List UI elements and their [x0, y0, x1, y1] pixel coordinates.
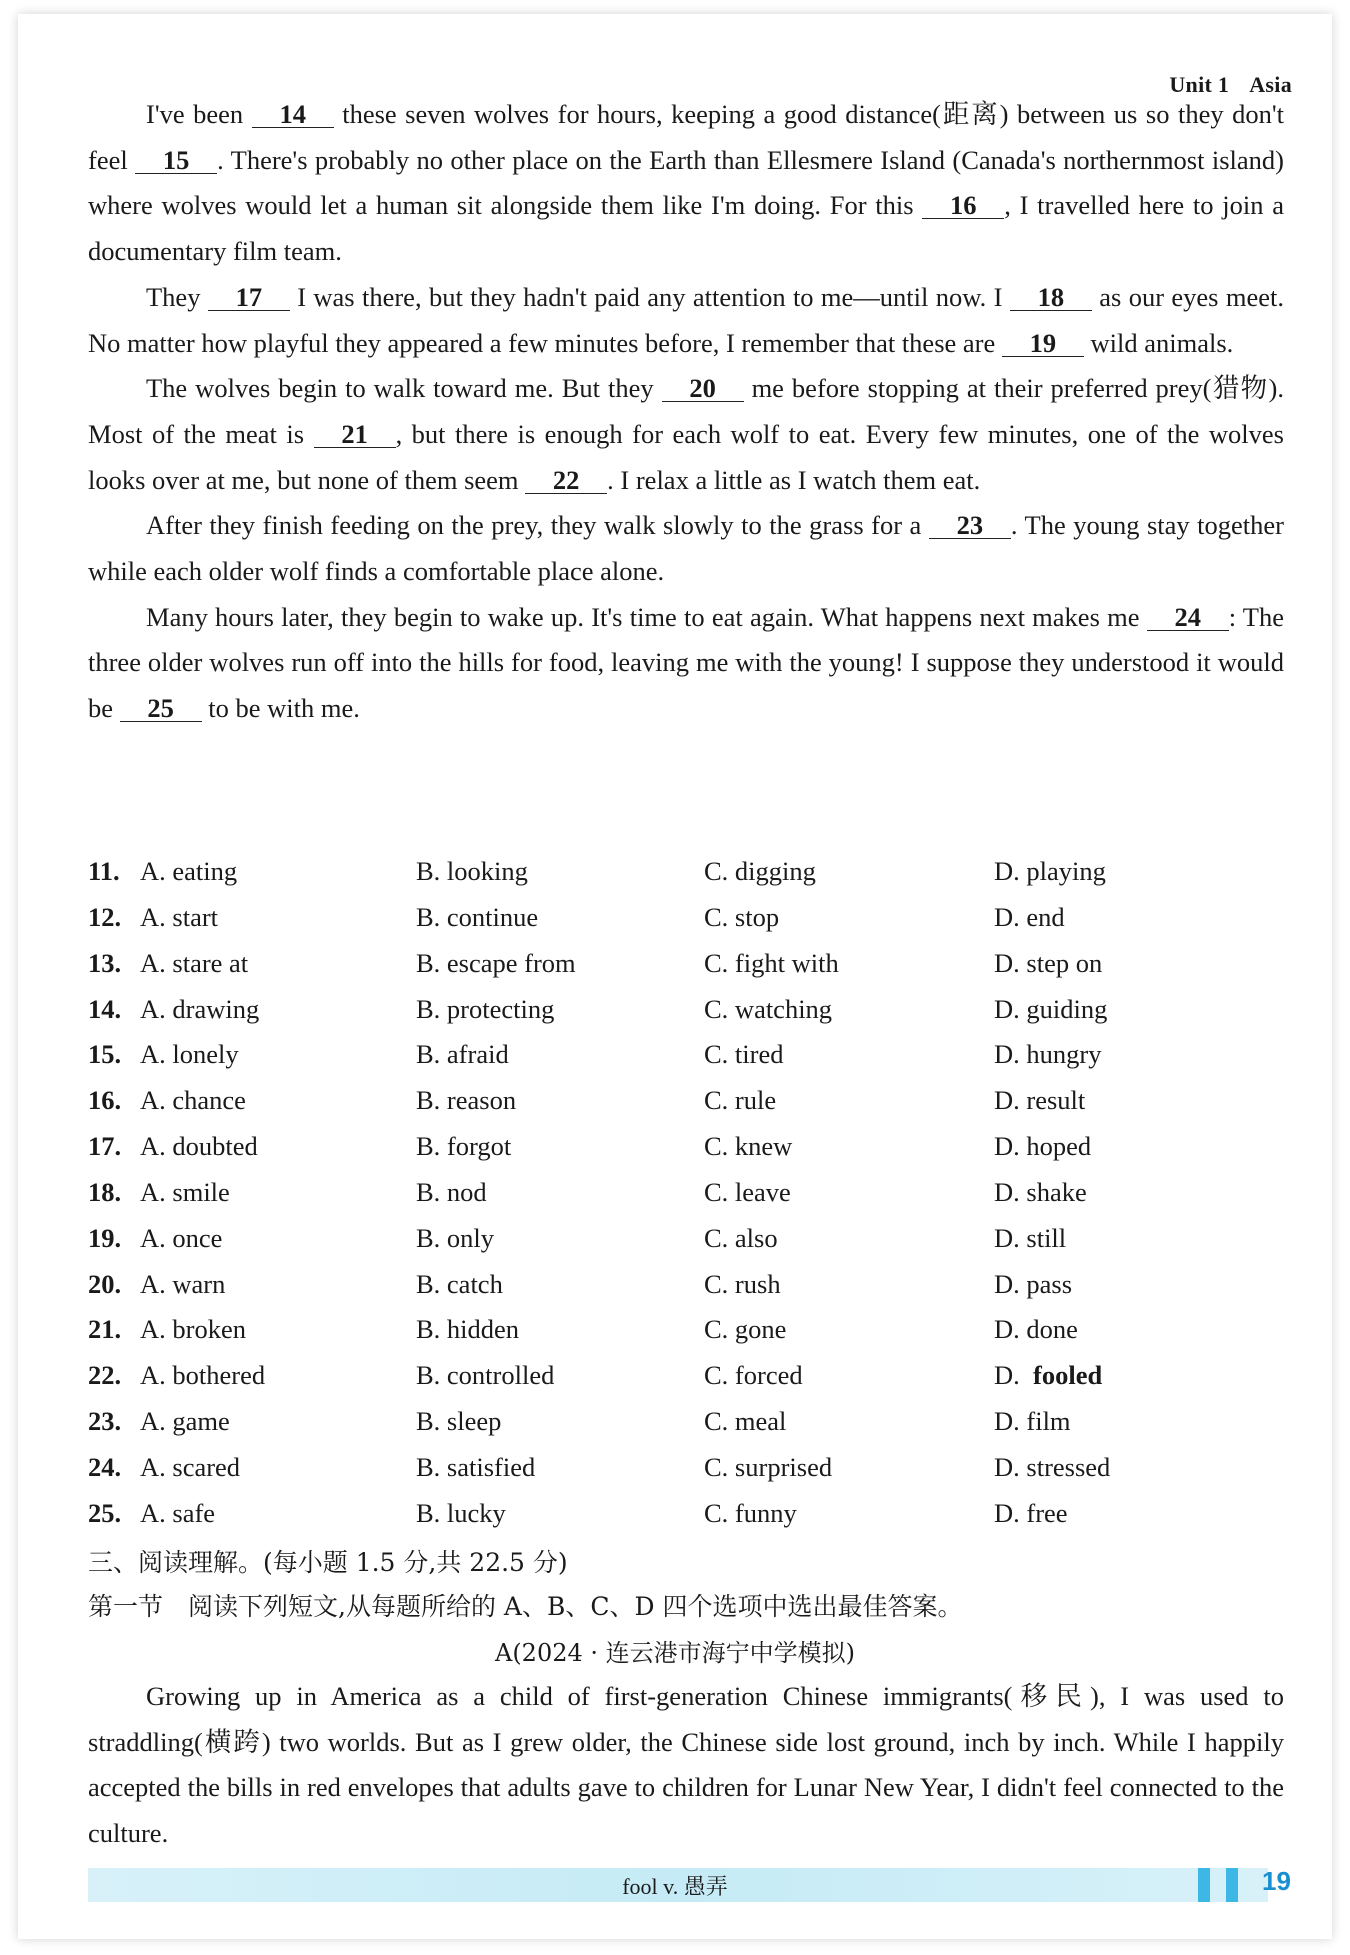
option-b: B. catch — [416, 1268, 503, 1299]
text: They — [146, 281, 208, 312]
option-d: D. free — [994, 1497, 1068, 1528]
question-number: 15. — [88, 1039, 122, 1070]
option-d: D. film — [994, 1406, 1071, 1437]
section-instruction: 第一节 阅读下列短文,从每题所给的 A、B、C、D 四个选项中选出最佳答案。 — [88, 1592, 963, 1621]
option-b: B. escape from — [416, 947, 576, 978]
footer-vocab-note: fool v. 愚弄 — [622, 1874, 728, 1899]
question-row — [88, 1263, 1318, 1309]
option-d: D. hungry — [994, 1039, 1102, 1070]
option-c: C. stop — [704, 901, 780, 932]
passage-a-paragraph: Growing up in America as a child of first-generation Chinese immigrants(移民), I was used to straddling(横跨) two worlds. But as I grew older, the Chinese side lost ground, inch by inch. While I happily accepted the bills in red envelopes that adults gave to children for Lunar New Year, I didn't feel connected to the culture. — [88, 1681, 1284, 1849]
text: I was there, but they hadn't paid any attention to me—until now. I — [289, 281, 1010, 312]
question-number: 17. — [88, 1131, 122, 1162]
option-c: C. meal — [704, 1406, 787, 1437]
option-d-keyword: fooled — [1033, 1360, 1103, 1391]
option-d: D. playing — [994, 856, 1106, 886]
option-c: C. tired — [704, 1039, 784, 1070]
blank-24: 24 — [1147, 604, 1229, 631]
footer-accent-bar — [1198, 1868, 1210, 1902]
question-row — [88, 1079, 1318, 1125]
question-row — [88, 1217, 1318, 1263]
option-b: B. continue — [416, 901, 539, 932]
option-a: A. lonely — [140, 1039, 239, 1070]
question-number: 11. — [88, 856, 120, 886]
option-d: D. shake — [994, 1176, 1087, 1207]
paragraph-3 — [88, 366, 1284, 503]
question-number: 21. — [88, 1314, 122, 1345]
option-c: C. knew — [704, 1131, 793, 1162]
option-b: B. hidden — [416, 1314, 520, 1345]
option-d: D. guiding — [994, 993, 1108, 1024]
blank-19: 19 — [1002, 330, 1084, 357]
option-c: C. forced — [704, 1360, 803, 1391]
option-d: D. hoped — [994, 1131, 1092, 1162]
blank-17: 17 — [208, 284, 290, 311]
question-number: 24. — [88, 1451, 122, 1482]
text: After they finish feeding on the prey, they walk slowly to the grass for a — [146, 510, 929, 541]
blank-15: 15 — [135, 147, 217, 174]
text: , but there is enough for each wolf to eat. Every few minutes, one of the wolves looks over at me, but none of them seem — [88, 418, 1284, 495]
header-title: Asia — [1249, 72, 1292, 97]
option-c: C. digging — [704, 856, 816, 886]
option-a: A. chance — [140, 1085, 246, 1116]
question-number: 19. — [88, 1222, 122, 1253]
option-d: D. still — [994, 1222, 1067, 1253]
question-row — [88, 1125, 1318, 1171]
option-c: C. rule — [704, 1085, 777, 1116]
option-a: A. once — [140, 1222, 223, 1253]
option-a: A. eating — [140, 856, 238, 886]
question-row — [88, 1400, 1318, 1446]
option-c: C. surprised — [704, 1451, 833, 1482]
text: to be with me. — [201, 693, 360, 724]
question-number: 20. — [88, 1268, 122, 1299]
option-c: C. fight with — [704, 947, 839, 978]
blank-16: 16 — [922, 192, 1004, 219]
text: I've been — [146, 99, 252, 129]
option-b: B. afraid — [416, 1039, 509, 1070]
option-a: A. drawing — [140, 993, 260, 1024]
option-d: D. end — [994, 901, 1065, 932]
option-a: A. stare at — [140, 947, 249, 978]
option-c: C. funny — [704, 1497, 797, 1528]
option-b: B. protecting — [416, 993, 555, 1024]
question-row — [88, 1354, 1318, 1400]
header-unit: Unit 1 — [1169, 72, 1230, 97]
text: Many hours later, they begin to wake up. It's time to eat again. What happens next makes me — [146, 601, 1147, 632]
blank-20: 20 — [662, 375, 744, 402]
text: . There's probably no other place on the Earth than Ellesmere Island (Canada's northernmost island) where wolves would let a human sit alongside them like I'm doing. For this — [88, 144, 1284, 221]
text: , I travelled here to join a documentary film team. — [88, 190, 1284, 267]
option-b: B. lucky — [416, 1497, 506, 1528]
option-c: C. leave — [704, 1176, 791, 1207]
question-row — [88, 1033, 1318, 1079]
option-b: B. nod — [416, 1176, 487, 1207]
option-a: A. doubted — [140, 1131, 258, 1162]
option-a: A. game — [140, 1406, 230, 1437]
blank-18: 18 — [1010, 284, 1092, 311]
option-b: B. forgot — [416, 1131, 512, 1162]
text: . The young stay together while each older wolf finds a comfortable place alone. — [88, 510, 1284, 587]
footer-accent-bar — [1226, 1868, 1238, 1902]
question-row — [88, 988, 1318, 1034]
blank-25: 25 — [120, 695, 202, 722]
option-a: A. scared — [140, 1451, 241, 1482]
question-row — [88, 1446, 1318, 1492]
option-a: A. broken — [140, 1314, 246, 1345]
option-d: D. step on — [994, 947, 1103, 978]
option-d: D. done — [994, 1314, 1078, 1345]
question-row — [88, 1308, 1318, 1354]
blank-14: 14 — [252, 101, 334, 128]
option-d: D. result — [994, 1085, 1086, 1116]
option-c: C. watching — [704, 993, 833, 1024]
question-number: 22. — [88, 1360, 122, 1391]
question-number: 16. — [88, 1085, 122, 1116]
text: as our eyes meet. No matter how playful they appeared a few minutes before, I remember that these are — [88, 281, 1284, 358]
question-row — [88, 1171, 1318, 1217]
text: wild animals. — [1083, 327, 1234, 358]
question-row — [88, 850, 1318, 896]
blank-22: 22 — [525, 467, 607, 494]
option-a: A. bothered — [140, 1360, 266, 1391]
option-b: B. only — [416, 1222, 495, 1253]
option-c: C. gone — [704, 1314, 787, 1345]
paragraph-1 — [88, 92, 1284, 275]
section-heading: 三、阅读理解。(每小题 1.5 分,共 22.5 分) — [88, 1548, 568, 1577]
option-b: B. controlled — [416, 1360, 555, 1391]
passage-title: A(2024 · 连云港市海宁中学模拟) — [494, 1639, 856, 1667]
text: The wolves begin to walk toward me. But they — [146, 373, 662, 404]
page-number: 19 — [1262, 1866, 1291, 1896]
paragraph-4 — [88, 503, 1284, 594]
option-c: C. rush — [704, 1268, 781, 1299]
option-d: D. pass — [994, 1268, 1073, 1299]
question-number: 25. — [88, 1497, 122, 1528]
blank-23: 23 — [929, 512, 1011, 539]
option-d-letter: D. — [994, 1360, 1034, 1391]
question-row — [88, 1492, 1318, 1538]
text: . I relax a little as I watch them eat. — [607, 464, 981, 495]
option-b: B. looking — [416, 856, 528, 886]
paragraph-2 — [88, 275, 1284, 366]
option-d: D. stressed — [994, 1451, 1111, 1482]
question-row — [88, 896, 1318, 942]
option-a: A. warn — [140, 1268, 226, 1299]
text: me before stopping at their preferred prey(猎物). Most of the meat is — [88, 373, 1284, 449]
text: : The three older wolves run off into the hills for food, leaving me with the young! I suppose they understood it would be — [88, 601, 1285, 724]
question-number: 12. — [88, 901, 122, 932]
cloze-passage — [88, 92, 1284, 732]
question-row — [88, 942, 1318, 988]
option-c: C. also — [704, 1222, 778, 1253]
option-a: A. start — [140, 901, 219, 932]
question-number: 13. — [88, 947, 122, 978]
options-list — [88, 850, 1318, 1538]
question-number: 23. — [88, 1406, 122, 1437]
question-number: 14. — [88, 993, 122, 1024]
reading-passage-a — [88, 1674, 1284, 1857]
blank-21: 21 — [314, 421, 396, 448]
option-b: B. sleep — [416, 1406, 502, 1437]
option-b: B. satisfied — [416, 1451, 536, 1482]
question-number: 18. — [88, 1176, 122, 1207]
option-b: B. reason — [416, 1085, 517, 1116]
option-a: A. smile — [140, 1176, 230, 1207]
option-d — [994, 1360, 1102, 1391]
option-a: A. safe — [140, 1497, 216, 1528]
paragraph-5 — [88, 595, 1284, 732]
text: these seven wolves for hours, keeping a good distance(距离) between us so they don't feel — [88, 99, 1284, 175]
